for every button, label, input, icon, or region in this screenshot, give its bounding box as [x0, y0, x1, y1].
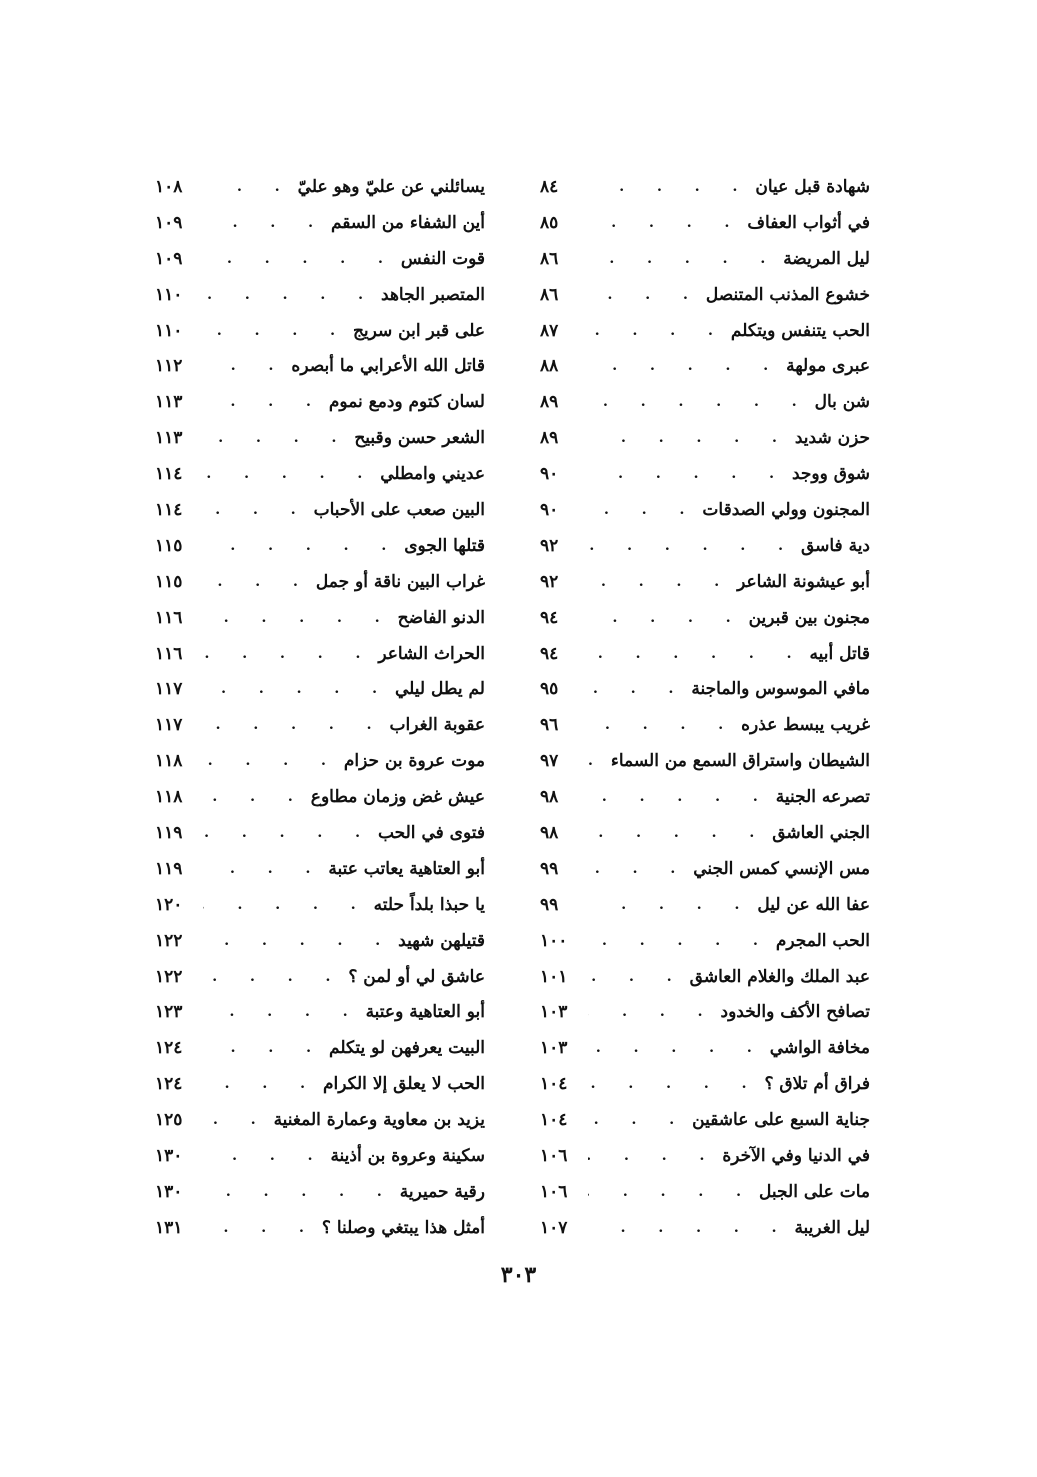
dot-leader [588, 1211, 790, 1247]
toc-entry-title: في الدنيا وفي الآخرة [722, 1146, 870, 1167]
dot-leader [203, 924, 394, 960]
dot-leader [203, 637, 374, 673]
dot-leader [588, 349, 782, 385]
toc-entry-page: ١١٦ [155, 607, 183, 628]
dot-leader [588, 1067, 760, 1103]
toc-entry-title: عفا الله عن ليل [757, 894, 870, 915]
dot-leader [203, 780, 307, 816]
toc-entry-page: ١٠٨ [155, 177, 183, 197]
dot-leader [203, 385, 325, 421]
toc-entry-title: أبو العتاهية يعاتب عتبة [328, 858, 485, 879]
toc-entry-page: ٨٦ [540, 284, 559, 305]
toc-entry-page: ١٢٤ [155, 1074, 183, 1095]
toc-entry-title: عيش غض وزمان مطاوع [310, 787, 485, 808]
toc-entry-page: ١١٧ [155, 679, 183, 700]
toc-entry [155, 278, 485, 314]
toc-entry [540, 672, 870, 708]
toc-entry-page: ٩٦ [540, 715, 559, 736]
toc-entry-page: ٩٧ [540, 751, 559, 772]
toc-entry [540, 385, 870, 421]
toc-entry-title: شوق ووجد [792, 464, 870, 485]
toc-entry [540, 493, 870, 529]
toc-entry [540, 170, 870, 206]
toc-entry-title: على قبر ابن سريج [352, 320, 485, 341]
dot-leader [588, 708, 737, 744]
dot-leader [203, 349, 287, 385]
toc-entry-page: ٨٩ [540, 428, 559, 449]
toc-entry-page: ٩٨ [540, 823, 559, 844]
toc-entry-page: ١١٠ [155, 284, 183, 305]
toc-entry-page: ١٠٣ [540, 1002, 568, 1023]
toc-entry-page: ٩٢ [540, 571, 559, 592]
toc-entry-page: ١٠٣ [540, 1038, 568, 1059]
toc-entry-title: البين صعب على الأحباب [313, 500, 485, 521]
toc-entry [540, 744, 870, 780]
toc-entry-title: الشيطان واستراق السمع من السماء [610, 751, 870, 772]
toc-entry-title: المتصبر الجاهد [381, 284, 485, 305]
dot-leader [588, 852, 689, 888]
toc-entry-title: تصافح الأكف والخدود [720, 1002, 870, 1023]
toc-entry-title: مخافة الواشي [769, 1038, 870, 1059]
toc-entry-title: شن بال [814, 392, 870, 413]
toc-entry-title: رقية حميرية [399, 1181, 485, 1202]
toc-entry-page: ١٢٠ [155, 894, 183, 915]
dot-leader [588, 672, 687, 708]
toc-entry-title: الجني العاشق [772, 823, 870, 844]
toc-entry-title: موت عروة بن حزام [343, 751, 485, 772]
toc-entry [540, 637, 870, 673]
toc-entry [540, 1211, 870, 1247]
toc-entry-title: الحب يتنفس ويتكلم [730, 320, 870, 341]
toc-entry-title: في أثواب العفاف [747, 212, 870, 233]
toc-entry [540, 206, 870, 242]
toc-entry-page: ١٠٠ [540, 930, 568, 951]
dot-leader [588, 1139, 718, 1175]
toc-entry-title: قوت النفس [400, 248, 485, 269]
toc-entry-title: الحب المجرم [775, 930, 870, 951]
toc-entry-title: مجنون بين قبرين [748, 607, 870, 628]
toc-entry-title: الشعر حسن وقبيح [354, 428, 485, 449]
dot-leader [203, 744, 340, 780]
dot-leader [588, 637, 805, 673]
dot-leader [203, 601, 394, 637]
toc-entry-title: عاشق لي أو لمن ؟ [348, 966, 485, 987]
dot-leader [588, 457, 788, 493]
toc-entry-page: ٩٩ [540, 894, 559, 915]
toc-entry-page: ١١٥ [155, 571, 183, 592]
toc-entry-page: ١١٤ [155, 464, 183, 485]
toc-entry-title: أمثل هذا يبتغي وصلنا ؟ [321, 1217, 485, 1238]
toc-entry [540, 601, 870, 637]
toc-entry-title: ليل المريضة [783, 248, 870, 269]
toc-entry-title: مافي الموسوس والماجنة [691, 679, 870, 700]
dot-leader [203, 242, 397, 278]
toc-entry-page: ١١٧ [155, 715, 183, 736]
toc-entry-page: ١٠٩ [155, 212, 183, 233]
toc-entry [155, 457, 485, 493]
toc-entry-page: ١١٢ [155, 356, 183, 377]
dot-leader [588, 816, 768, 852]
toc-entry-title: يزيد بن معاوية وعمارة المغنية [273, 1110, 485, 1131]
toc-entry-page: ٩٠ [540, 500, 559, 521]
dot-leader [203, 565, 312, 601]
dot-leader [588, 278, 702, 314]
dot-leader [588, 995, 717, 1031]
toc-entry [155, 1211, 485, 1247]
dot-leader [203, 852, 324, 888]
toc-entry [540, 457, 870, 493]
toc-entry [155, 170, 485, 206]
toc-entry-title: ليل الغريبة [794, 1217, 870, 1238]
toc-entry-page: ٩٠ [540, 464, 559, 485]
toc-entry-title: غراب البين ناقة أو جمل [315, 571, 485, 592]
toc-entry-title: أين الشفاء من السقم [330, 212, 485, 233]
toc-entry-title: الحب لا يعلق إلا الكرام [322, 1074, 485, 1095]
toc-entry-title: أبو العتاهية وعتبة [365, 1002, 485, 1023]
toc-entry [540, 995, 870, 1031]
toc-entry [155, 960, 485, 996]
toc-entry-page: ١٠٤ [540, 1074, 568, 1095]
dot-leader [203, 314, 349, 350]
toc-entry-page: ١١٦ [155, 643, 183, 664]
toc-entry-page: ١٣٠ [155, 1181, 183, 1202]
toc-entry [155, 565, 485, 601]
toc-entry [540, 924, 870, 960]
dot-leader [203, 672, 391, 708]
toc-entry [540, 1139, 870, 1175]
dot-leader [203, 170, 294, 206]
toc-entry-page: ١١٥ [155, 535, 183, 556]
dot-leader [203, 995, 362, 1031]
dot-leader [203, 708, 385, 744]
toc-entry [155, 637, 485, 673]
page-number: ٣٠٣ [500, 1262, 537, 1288]
toc-entry-page: ١٢٤ [155, 1038, 183, 1059]
toc-entry [540, 565, 870, 601]
toc-entry-page: ١٢٥ [155, 1110, 183, 1131]
toc-entry-page: ١١٤ [155, 500, 183, 521]
toc-entry-title: الدنو الفاضح [397, 607, 485, 628]
toc-entry [540, 1103, 870, 1139]
toc-entry [155, 852, 485, 888]
dot-leader [203, 493, 310, 529]
toc-entry-title: مات على الجبل [759, 1181, 870, 1202]
toc-entry-page: ١١٣ [155, 428, 183, 449]
dot-leader [588, 493, 698, 529]
toc-entry-page: ١١٠ [155, 320, 183, 341]
toc-entry-page: ١٢٢ [155, 930, 183, 951]
toc-entry [540, 314, 870, 350]
toc-entry [155, 1103, 485, 1139]
toc-entry-page: ١٠٩ [155, 248, 183, 269]
toc-entry-title: قتلها الجوى [404, 535, 485, 556]
toc-entry-title: عديني وامطلي [380, 464, 485, 485]
toc-entry-title: قاتل الله الأعرابي ما أبصره [291, 356, 485, 377]
dot-leader [588, 1031, 766, 1067]
toc-entry-page: ٩٩ [540, 858, 559, 879]
toc-entry-title: شهادة قبل عيان [755, 177, 870, 197]
dot-leader [588, 924, 772, 960]
dot-leader [203, 1211, 318, 1247]
toc-entry-page: ٨٨ [540, 356, 559, 377]
dot-leader [203, 1175, 396, 1211]
toc-entry [540, 1067, 870, 1103]
dot-leader [588, 601, 745, 637]
toc-entry [155, 780, 485, 816]
toc-entry [540, 1031, 870, 1067]
toc-entry [155, 314, 485, 350]
toc-entry [155, 995, 485, 1031]
toc-entry-title: مس الإنسي كمس الجني [693, 858, 870, 879]
toc-entry-title: عبرى مولهة [786, 356, 870, 377]
toc-entry [155, 924, 485, 960]
toc-entry [155, 1175, 485, 1211]
toc-left-column [155, 170, 485, 1247]
toc-entry-page: ١١٩ [155, 823, 183, 844]
toc-entry-page: ١٢٢ [155, 966, 183, 987]
toc-right-column [540, 170, 870, 1247]
dot-leader [588, 1175, 755, 1211]
toc-entry-page: ١٠٦ [540, 1146, 568, 1167]
dot-leader [203, 816, 374, 852]
toc-entry-title: المجنون وولي الصدقات [702, 500, 870, 521]
toc-entry [155, 888, 485, 924]
dot-leader [203, 206, 327, 242]
toc-entry [540, 349, 870, 385]
toc-entry [155, 529, 485, 565]
toc-entry-title: جناية السبع على عاشقين [692, 1110, 870, 1131]
toc-entry [155, 708, 485, 744]
toc-entry [540, 529, 870, 565]
toc-entry [155, 1031, 485, 1067]
toc-entry-title: خشوع المذنب المتنصل [705, 284, 870, 305]
toc-entry [155, 421, 485, 457]
toc-entry-title: عقوبة الغراب [389, 715, 485, 736]
dot-leader [203, 960, 344, 996]
toc-entry-title: تصرعه الجنية [775, 787, 870, 808]
toc-entry-title: لم يطل ليلي [395, 679, 485, 700]
toc-entry-title: عبد الملك والغلام العاشق [689, 966, 870, 987]
toc-entry [540, 960, 870, 996]
toc-entry [155, 744, 485, 780]
toc-entry [540, 242, 870, 278]
dot-leader [588, 206, 743, 242]
dot-leader [203, 529, 400, 565]
toc-entry-page: ٩٤ [540, 607, 559, 628]
dot-leader [588, 960, 686, 996]
dot-leader [203, 1103, 270, 1139]
toc-entry-page: ١١٨ [155, 787, 183, 808]
toc-entry-page: ١٠٦ [540, 1181, 568, 1202]
toc-entry-title: فتوى في الحب [377, 823, 485, 844]
dot-leader [203, 1031, 325, 1067]
toc-entry-page: ٨٥ [540, 212, 559, 233]
dot-leader [203, 1067, 319, 1103]
toc-entry-page: ٩٢ [540, 535, 559, 556]
dot-leader [588, 242, 779, 278]
toc-entry [540, 852, 870, 888]
toc-entry-title: الحراث الشاعر [378, 643, 485, 664]
toc-entry [540, 1175, 870, 1211]
toc-entry-page: ٨٦ [540, 248, 559, 269]
toc-entry-page: ٩٨ [540, 787, 559, 808]
toc-entry-title: لسان كتوم ودمع نموم [328, 392, 485, 413]
toc-entry [540, 421, 870, 457]
toc-entry-title: فراق أم تلاق ؟ [764, 1074, 870, 1095]
toc-entry-page: ٩٥ [540, 679, 559, 700]
toc-entry-page: ١٠٧ [540, 1217, 568, 1238]
toc-entry [155, 672, 485, 708]
toc-entry-page: ١٣٠ [155, 1146, 183, 1167]
toc-entry-title: غريب يبسط عذره [741, 715, 870, 736]
toc-entry-title: سكينة وعروة بن أذينة [330, 1146, 485, 1167]
dot-leader [588, 421, 791, 457]
dot-leader [203, 278, 377, 314]
dot-leader [588, 565, 733, 601]
toc-entry [155, 493, 485, 529]
toc-entry-page: ١٠١ [540, 966, 568, 987]
dot-leader [588, 170, 751, 206]
toc-entry-page: ١٠٤ [540, 1110, 568, 1131]
toc-entry-title: البيت يعرفهن لو يتكلم [329, 1038, 485, 1059]
toc-entry [155, 601, 485, 637]
dot-leader [203, 421, 350, 457]
toc-entry-title: أبو عيشونة الشاعر [737, 571, 870, 592]
dot-leader [588, 744, 607, 780]
toc-entry [540, 888, 870, 924]
toc-entry-title: قتيلهن شهيد [398, 930, 485, 951]
toc-entry-title: حزن شديد [794, 428, 870, 449]
toc-entry-page: ١١٨ [155, 751, 183, 772]
toc-entry [155, 816, 485, 852]
toc-entry-page: ١٢٣ [155, 1002, 183, 1023]
dot-leader [588, 529, 797, 565]
toc-entry [155, 242, 485, 278]
toc-entry-page: ١٣١ [155, 1217, 183, 1238]
dot-leader [588, 314, 727, 350]
toc-entry [540, 708, 870, 744]
dot-leader [588, 385, 811, 421]
toc-entry [540, 278, 870, 314]
dot-leader [588, 888, 753, 924]
dot-leader [588, 780, 772, 816]
toc-entry-title: قاتل أبيه [809, 643, 870, 664]
toc-entry [540, 816, 870, 852]
toc-entry [155, 1139, 485, 1175]
dot-leader [203, 457, 376, 493]
toc-entry-page: ١١٣ [155, 392, 183, 413]
dot-leader [588, 1103, 688, 1139]
toc-entry [155, 385, 485, 421]
toc-entry-page: ١١٩ [155, 858, 183, 879]
toc-entry [540, 780, 870, 816]
toc-entry [155, 1067, 485, 1103]
dot-leader [203, 888, 370, 924]
toc-entry [155, 206, 485, 242]
toc-entry-page: ٨٩ [540, 392, 559, 413]
dot-leader [203, 1139, 326, 1175]
toc-entry-page: ٨٤ [540, 177, 559, 197]
toc-entry-title: دية فاسق [800, 535, 870, 556]
toc-entry-title: يسائلني عن عليّ وهو عليّ [297, 177, 485, 197]
toc-entry-page: ٨٧ [540, 320, 559, 341]
toc-entry-page: ٩٤ [540, 643, 559, 664]
toc-entry [155, 349, 485, 385]
toc-entry-title: يا حبذا بلداً حلته [373, 894, 485, 915]
